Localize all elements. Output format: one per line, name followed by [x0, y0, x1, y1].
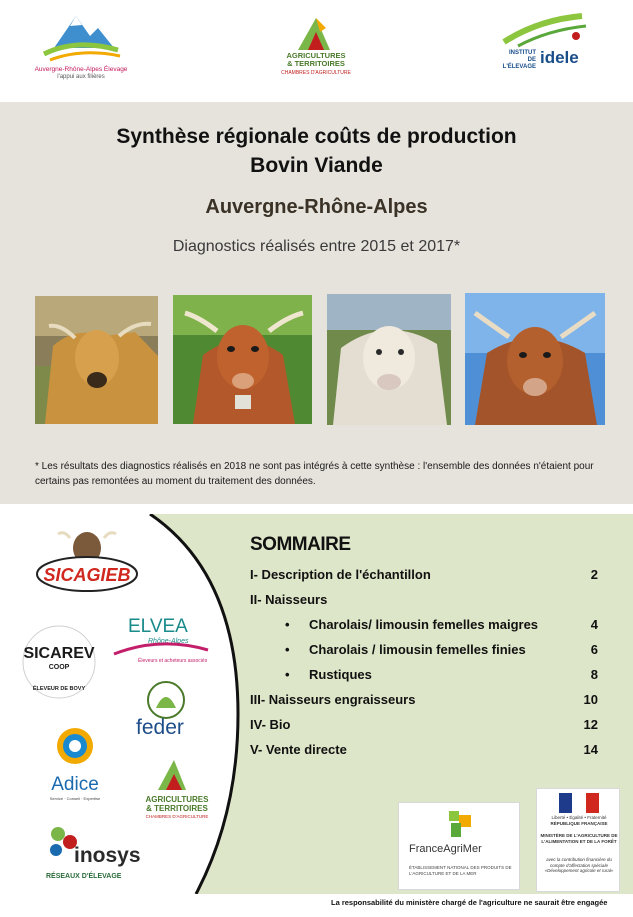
cattle-photo-salers: [173, 295, 312, 424]
franceagrimer-logo: [398, 802, 520, 890]
svg-text:& TERRITOIRES: & TERRITOIRES: [146, 804, 208, 813]
adice-logo: [44, 724, 106, 802]
footnote: * Les résultats des diagnostics réalisés en 2018 ne sont pas intégrés à cette synthèse : l'ensemble des données n'étaient pour certains pas remontées au moment du traitement des données.: [35, 461, 594, 487]
toc-item-page: 8: [590, 667, 598, 682]
swoosh-icon: [498, 12, 594, 48]
region-title: Auvergne-Rhône-Alpes: [205, 196, 428, 218]
toc-item-page: 6: [590, 642, 598, 657]
svg-text:Adice: Adice: [51, 774, 99, 795]
at-logo-line1: AGRICULTURES: [286, 51, 346, 60]
ministere-contribution: avec la contribution financière du compte d'affectation spéciale «Développement agricole et rural»: [544, 857, 614, 873]
svg-text:SICAREV: SICAREV: [23, 645, 95, 662]
cattle-photo-charolais: [327, 294, 451, 425]
cattle-photo-aubrac: [35, 296, 158, 424]
svg-text:RÉSEAUX D'ÉLEVAGE: RÉSEAUX D'ÉLEVAGE: [46, 873, 122, 880]
idele-institut-text: INSTITUT DE L'ÉLEVAGE: [502, 50, 536, 70]
sicagieb-logo: [34, 528, 140, 594]
bullet-icon: •: [285, 617, 290, 632]
franceagrimer-mark-icon: [445, 809, 475, 839]
marianne-flag-icon: [559, 793, 599, 813]
svg-text:Rhône-Alpes: Rhône-Alpes: [148, 638, 189, 645]
sicarev-logo: [16, 622, 102, 700]
idele-logo: [498, 12, 594, 78]
header-logos: [0, 0, 633, 102]
idele-name-text: idele: [540, 48, 579, 67]
elvea-logo: [108, 610, 212, 670]
republique-francaise-logo: [536, 788, 620, 892]
mountain-icon: [26, 10, 136, 66]
svg-text:CHAMBRES D'AGRICULTURE: CHAMBRES D'AGRICULTURE: [145, 814, 209, 819]
sicagieb-text: SICAGIEB: [43, 565, 131, 585]
svg-text:ÉLEVEUR DE BOVY: ÉLEVEUR DE BOVY: [32, 686, 86, 692]
document-title: Synthèse régionale coûts de production: [116, 125, 517, 148]
svg-text:Éleveurs et acheteurs associés: Éleveurs et acheteurs associés: [138, 658, 208, 664]
svg-text:AGRICULTURES: AGRICULTURES: [145, 795, 209, 804]
agricultures-territoires-logo: [268, 14, 364, 84]
toc-item-page: 10: [583, 692, 598, 707]
at-logo-line3: CHAMBRES D'AGRICULTURE: [281, 70, 351, 76]
svg-text:ELVEA: ELVEA: [128, 616, 188, 637]
are-logo-text: Auvergne-Rhône-Alpes Élevage: [34, 66, 128, 73]
leaf-icon: [268, 14, 364, 52]
republique-motto: Liberté • Égalité • Fraternité: [551, 815, 607, 820]
at-logo-line2: & TERRITOIRES: [287, 59, 345, 68]
svg-text:Service · Conseil · Expertise: Service · Conseil · Expertise: [49, 796, 101, 801]
toc-item-label: IV- Bio: [250, 717, 291, 732]
agricultures-territoires-logo-2: [132, 756, 222, 822]
toc-item-label: Rustiques: [309, 667, 372, 682]
toc-item-label: II- Naisseurs: [250, 592, 328, 607]
svg-text:COOP: COOP: [48, 664, 70, 671]
toc-item-label: I- Description de l'échantillon: [250, 567, 431, 582]
toc-item-label: Charolais / limousin femelles finies: [309, 642, 526, 657]
franceagrimer-subtext: ÉTABLISSEMENT NATIONAL DES PRODUITS DE L'AGRICULTURE ET DE LA MER: [409, 865, 512, 876]
toc-item-label: III- Naisseurs engraisseurs: [250, 692, 416, 707]
sommaire-heading: SOMMAIRE: [250, 534, 351, 555]
document-subtitle: Bovin Viande: [250, 154, 383, 177]
are-logo-subtext: l'appui aux filières: [57, 74, 105, 80]
disclaimer: La responsabilité du ministère chargé de l'agriculture ne saurait être engagée: [331, 898, 608, 907]
bullet-icon: •: [285, 667, 290, 682]
ministere-name: MINISTÈRE DE L'AGRICULTURE DE L'ALIMENTATION ET DE LA FORÊT: [540, 833, 618, 844]
toc-item-label: Charolais/ limousin femelles maigres: [309, 617, 539, 632]
toc-item-page: 14: [583, 742, 598, 757]
svg-text:inosys: inosys: [74, 844, 141, 867]
auvergne-rhone-alpes-elevage-logo: [26, 10, 136, 90]
toc-item-page: 2: [590, 567, 598, 582]
toc-item-label: V- Vente directe: [250, 742, 347, 757]
cattle-photo-limousin: [465, 293, 605, 425]
feder-logo: [134, 678, 204, 744]
svg-text:feder: feder: [136, 716, 184, 739]
toc-item-page: 4: [590, 617, 598, 632]
dates-subtitle: Diagnostics réalisés entre 2015 et 2017*: [172, 238, 461, 255]
inosys-logo: [40, 822, 146, 884]
bullet-icon: •: [285, 642, 290, 657]
franceagrimer-name: FranceAgriMer: [409, 843, 482, 855]
toc-item-page: 12: [583, 717, 598, 732]
republique-name: RÉPUBLIQUE FRANÇAISE: [550, 821, 608, 826]
